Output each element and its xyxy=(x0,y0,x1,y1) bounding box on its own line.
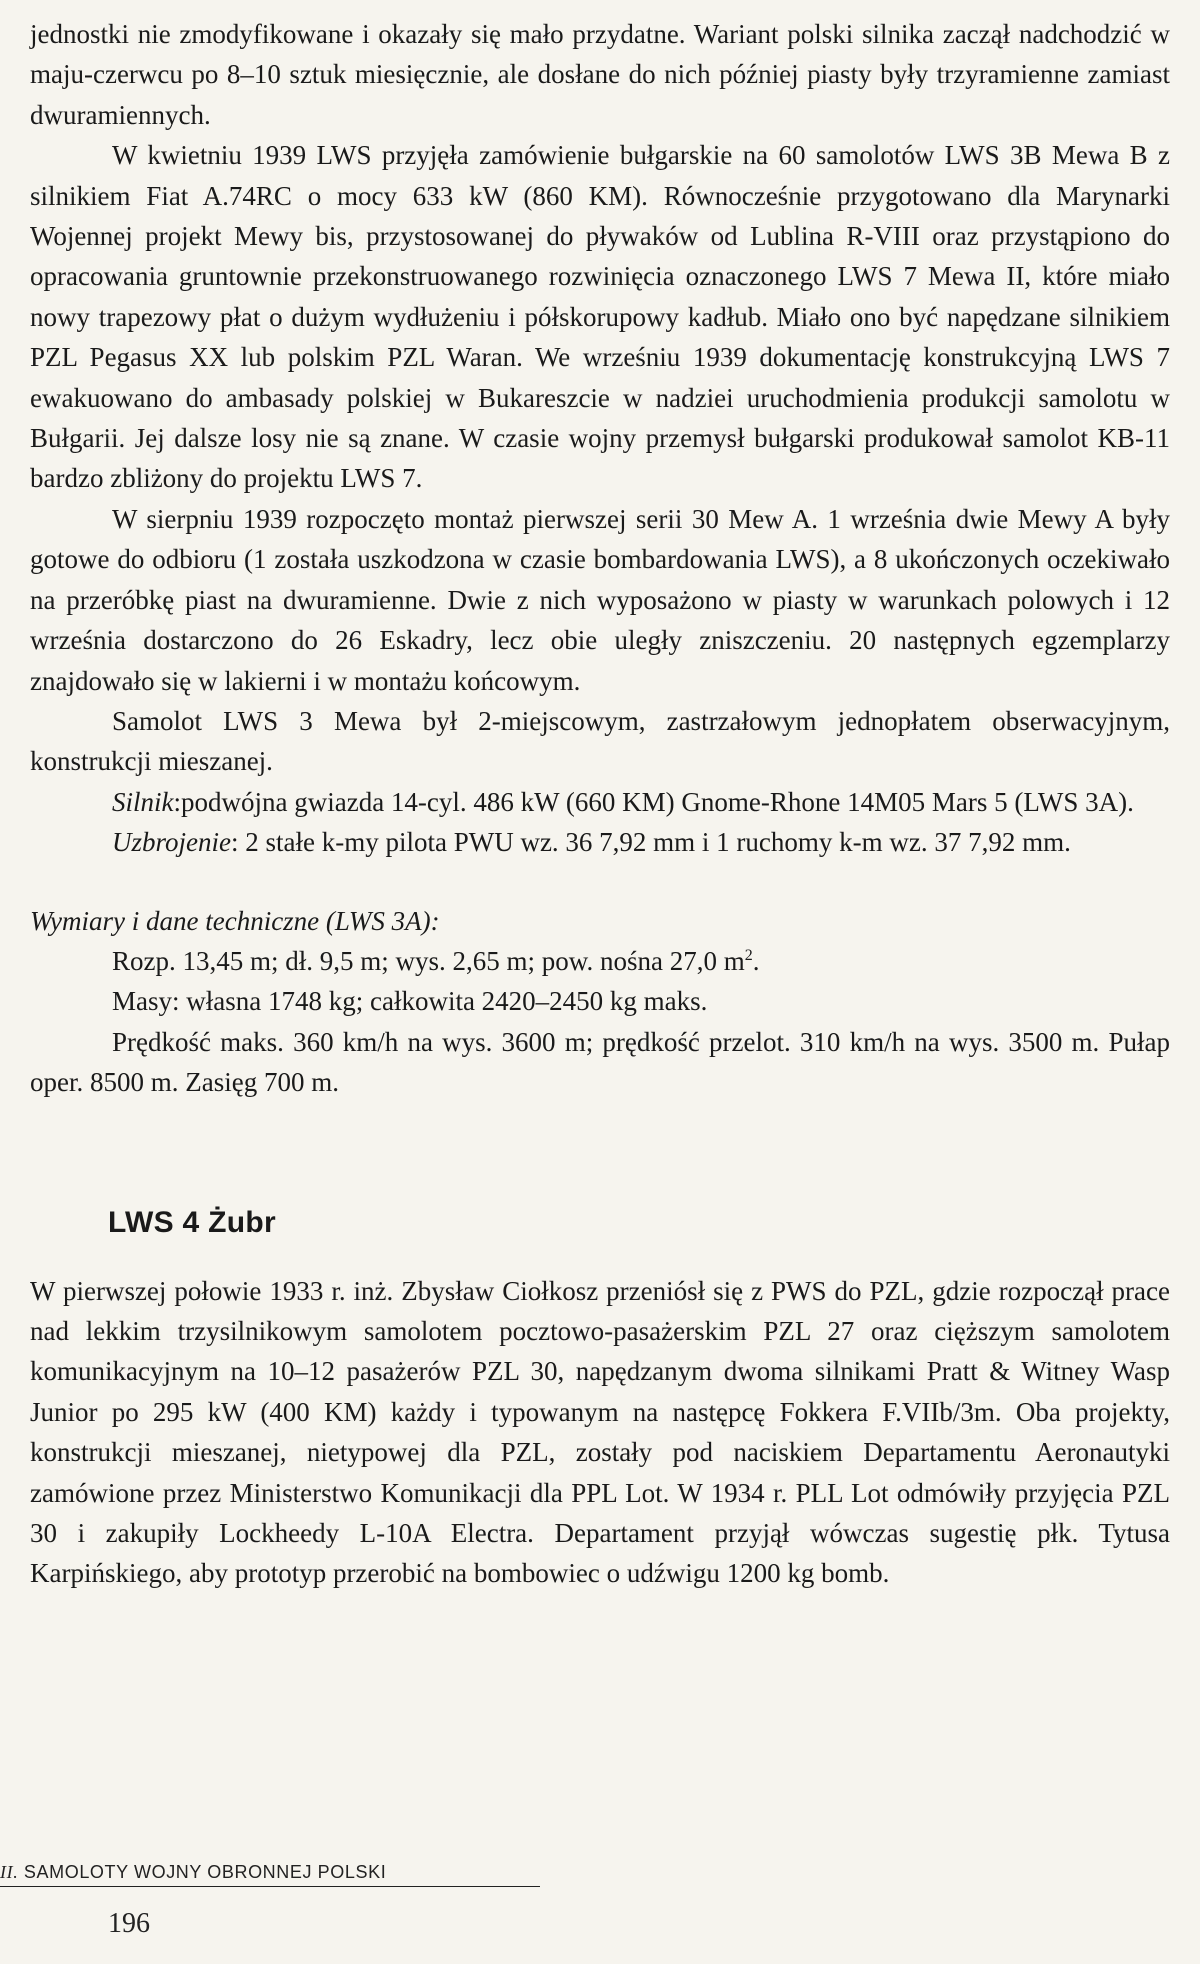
spec-engine-label: Silnik xyxy=(112,786,174,817)
dimensions-line-span xyxy=(30,941,1170,981)
spec-armament-label: Uzbrojenie xyxy=(112,827,231,858)
section-heading: LWS 4 Żubr xyxy=(108,1205,276,1239)
dimensions-title: Wymiary i dane techniczne (LWS 3A): xyxy=(30,905,440,936)
dimensions-area-superscript: 2 xyxy=(744,946,753,964)
page-number: 196 xyxy=(108,1908,150,1939)
running-footer xyxy=(0,1862,540,1887)
dimensions-line-performance: Prędkość maks. 360 km/h na wys. 3600 m; prędkość przelot. 310 km/h na wys. 3500 m. Pułap oper. 8500 m. Zasięg 700 m. xyxy=(30,1026,1170,1098)
footer-running-title: SAMOLOTY WOJNY OBRONNEJ POLSKI xyxy=(23,1862,387,1882)
paragraph-august-1939: W sierpniu 1939 rozpoczęto montaż pierwszej serii 30 Mew A. 1 września dwie Mewy A były gotowe do odbioru (1 została uszkodzona w czasie bombardowania LWS), a 8 ukończonych oczekiwało na przeróbkę piast na dwuramienne. Dwie z nich wyposażono w piasty w warunkach polowych i 12 września dostarczono do 26 Eskadry, lecz obie uległy zniszczeniu. 20 następnych egzemplarzy znajdowało się w lakierni i w montażu końcowym. xyxy=(30,503,1170,696)
spec-engine-value: :podwójna gwiazda 14-cyl. 486 kW (660 KM) Gnome-Rhone 14M05 Mars 5 (LWS 3A). xyxy=(173,786,1134,817)
spec-armament xyxy=(30,822,1170,862)
spec-armament-value: : 2 stałe k-my pilota PWU wz. 36 7,92 mm i 1 ruchomy k-m wz. 37 7,92 mm. xyxy=(230,827,1071,858)
footer-part-number: II. xyxy=(0,1862,19,1882)
page-body xyxy=(30,14,1170,1594)
paragraph-zubr: W pierwszej połowie 1933 r. inż. Zbysław Ciołkosz przeniósł się z PWS do PZL, gdzie rozpoczął prace nad lekkim trzysilnikowym samolotem pocztowo-pasażerskim PZL 27 oraz cięższym samolotem komunikacyjnym na 10–12 pasażerów PZL 30, napędzanym dwoma silnikami Pratt & Witney Wasp Junior po 295 kW (400 KM) każdy i typowanym na następcę Fokkera F.VIIb/3m. Oba projekty, konstrukcji mieszanej, nietypowej dla PZL, zostały pod naciskiem Departamentu Aeronautyki zamówione przez Ministerstwo Komunikacji dla PPL Lot. W 1934 r. PLL Lot odmówiły przyjęcia PZL 30 i zakupiły Lockheedy L-10A Electra. Departament przyjął wówczas sugestię płk. Tytusa Karpińskiego, aby prototyp przerobić na bombowiec o udźwigu 1200 kg bomb. xyxy=(30,1275,1170,1589)
dimensions-line-span-text: Rozp. 13,45 m; dł. 9,5 m; wys. 2,65 m; pow. nośna 27,0 m xyxy=(112,945,745,976)
paragraph-aircraft-description: Samolot LWS 3 Mewa był 2-miejscowym, zastrzałowym jednopłatem obserwacyjnym, konstrukcji mieszanej. xyxy=(30,705,1170,777)
dimensions-line-span-end: . xyxy=(752,945,760,976)
dimensions-line-mass: Masy: własna 1748 kg; całkowita 2420–2450 kg maks. xyxy=(112,986,708,1017)
paragraph-bulgarian-order: W kwietniu 1939 LWS przyjęła zamówienie bułgarskie na 60 samolotów LWS 3B Mewa B z silnikiem Fiat A.74RC o mocy 633 kW (860 KM). Równocześnie przygotowano dla Marynarki Wojennej projekt Mewy bis, przystosowanej do pływaków od Lublina R-VIII oraz przystąpiono do opracowania gruntownie przekonstruowanego rozwinięcia oznaczonego LWS 7 Mewa II, które miało nowy trapezowy płat o dużym wydłużeniu i półskorupowy kadłub. Miało ono być napędzane silnikiem PZL Pegasus XX lub polskim PZL Waran. We wrześniu 1939 dokumentację konstrukcyjną LWS 7 ewakuowano do ambasady polskiej w Bukareszcie w nadziei uruchodmienia produkcji samolotu w Bułgarii. Jej dalsze losy nie są znane. W czasie wojny przemysł bułgarski produkował samolot KB-11 bardzo zbliżony do projektu LWS 7. xyxy=(30,140,1170,494)
paragraph-intro: jednostki nie zmodyfikowane i okazały się mało przydatne. Wariant polski silnika zaczął nadchodzić w maju-czerwcu po 8–10 sztuk miesięcznie, ale dosłane do nich później piasty były trzyramienne zamiast dwuramiennych. xyxy=(30,19,1170,130)
spec-engine xyxy=(30,782,1170,822)
